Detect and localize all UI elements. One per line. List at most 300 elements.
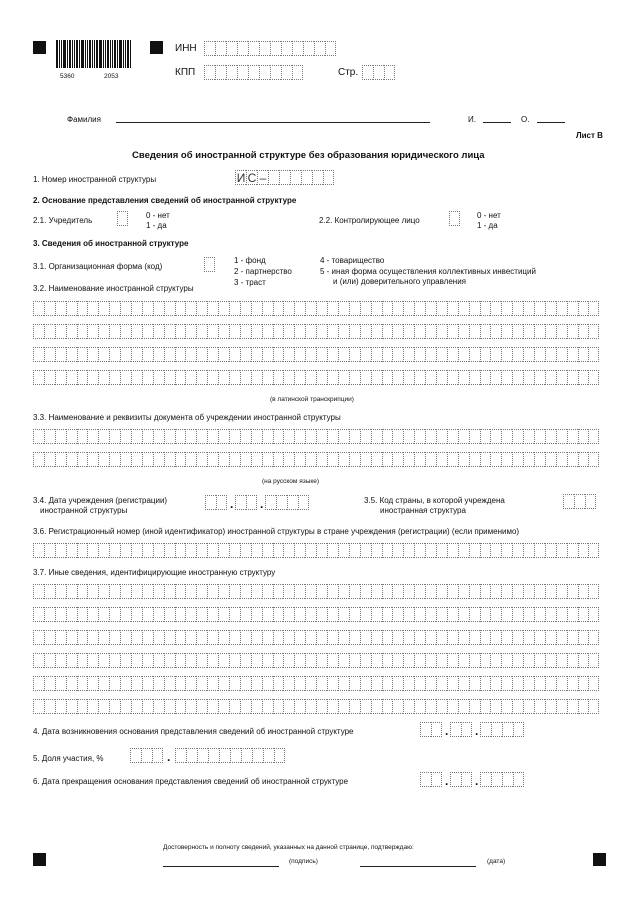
input-cell[interactable] <box>458 543 469 558</box>
input-cell[interactable] <box>131 301 142 316</box>
input-cell[interactable] <box>120 653 131 668</box>
input-cell[interactable] <box>392 653 403 668</box>
input-cell[interactable] <box>490 324 501 339</box>
input-cell[interactable] <box>414 347 425 362</box>
input-cell[interactable] <box>382 630 393 645</box>
input-cell[interactable] <box>384 65 395 80</box>
input-cell[interactable] <box>175 324 186 339</box>
input-cell[interactable] <box>237 41 248 56</box>
input-cell[interactable] <box>349 429 360 444</box>
input-cell[interactable] <box>66 347 77 362</box>
structure-number-field[interactable] <box>235 170 334 185</box>
input-cell[interactable] <box>98 324 109 339</box>
input-cell[interactable] <box>305 607 316 622</box>
input-cell[interactable] <box>461 772 472 787</box>
input-cell[interactable] <box>197 748 208 763</box>
input-cell[interactable] <box>98 370 109 385</box>
input-cell[interactable] <box>109 699 120 714</box>
input-cell[interactable] <box>501 301 512 316</box>
input-cell[interactable] <box>512 347 523 362</box>
input-cell[interactable] <box>142 370 153 385</box>
input-cell[interactable] <box>207 429 218 444</box>
input-cell[interactable] <box>218 452 229 467</box>
input-cell[interactable] <box>240 676 251 691</box>
input-cell[interactable] <box>392 676 403 691</box>
input-cell[interactable] <box>77 653 88 668</box>
input-cell[interactable] <box>490 543 501 558</box>
input-cell[interactable] <box>588 653 599 668</box>
input-cell[interactable] <box>33 301 44 316</box>
input-cell[interactable] <box>585 494 596 509</box>
input-cell[interactable] <box>153 676 164 691</box>
input-cell[interactable] <box>545 452 556 467</box>
input-cell[interactable] <box>458 584 469 599</box>
input-cell[interactable] <box>403 607 414 622</box>
input-cell[interactable] <box>87 301 98 316</box>
input-cell[interactable] <box>360 301 371 316</box>
date-part[interactable] <box>450 722 472 737</box>
input-cell[interactable] <box>283 653 294 668</box>
input-cell[interactable] <box>556 584 567 599</box>
input-cell[interactable] <box>175 543 186 558</box>
input-cell[interactable] <box>251 543 262 558</box>
input-cell[interactable] <box>556 429 567 444</box>
input-cell[interactable] <box>185 429 196 444</box>
input-cell[interactable] <box>567 370 578 385</box>
input-cell[interactable] <box>436 630 447 645</box>
input-cell[interactable] <box>360 676 371 691</box>
input-cell[interactable] <box>588 676 599 691</box>
input-cell[interactable] <box>373 65 384 80</box>
input-cell[interactable] <box>120 699 131 714</box>
input-cell[interactable] <box>87 676 98 691</box>
field-row[interactable] <box>33 607 599 622</box>
input-cell[interactable] <box>292 41 303 56</box>
input-cell[interactable] <box>371 676 382 691</box>
input-cell[interactable] <box>469 347 480 362</box>
input-cell[interactable] <box>153 452 164 467</box>
input-cell[interactable] <box>403 676 414 691</box>
input-cell[interactable] <box>131 607 142 622</box>
input-cell[interactable] <box>164 653 175 668</box>
input-cell[interactable] <box>371 584 382 599</box>
input-cell[interactable] <box>327 324 338 339</box>
input-cell[interactable] <box>501 584 512 599</box>
input-cell[interactable] <box>425 370 436 385</box>
input-cell[interactable] <box>33 324 44 339</box>
input-cell[interactable] <box>276 495 287 510</box>
input-cell[interactable] <box>480 452 491 467</box>
input-cell[interactable] <box>382 543 393 558</box>
input-cell[interactable] <box>207 301 218 316</box>
input-cell[interactable] <box>251 653 262 668</box>
input-cell[interactable] <box>338 452 349 467</box>
input-cell[interactable] <box>87 452 98 467</box>
input-cell[interactable] <box>175 584 186 599</box>
input-cell[interactable] <box>153 699 164 714</box>
input-cell[interactable] <box>196 347 207 362</box>
input-cell[interactable] <box>316 324 327 339</box>
input-cell[interactable] <box>338 607 349 622</box>
input-cell[interactable] <box>327 347 338 362</box>
input-cell[interactable] <box>436 607 447 622</box>
input-cell[interactable] <box>371 653 382 668</box>
input-cell[interactable] <box>360 584 371 599</box>
input-cell[interactable] <box>403 699 414 714</box>
input-cell[interactable] <box>207 370 218 385</box>
input-cell[interactable] <box>305 543 316 558</box>
input-cell[interactable] <box>431 722 442 737</box>
input-cell[interactable] <box>87 347 98 362</box>
input-cell[interactable] <box>33 429 44 444</box>
input-cell[interactable] <box>567 324 578 339</box>
org-form-field[interactable] <box>204 257 215 272</box>
input-cell[interactable] <box>229 653 240 668</box>
input-cell[interactable] <box>403 543 414 558</box>
input-cell[interactable] <box>142 347 153 362</box>
date-part[interactable] <box>235 495 257 510</box>
field-row[interactable] <box>33 584 599 599</box>
input-cell[interactable] <box>312 170 323 185</box>
input-cell[interactable] <box>556 653 567 668</box>
input-cell[interactable] <box>77 584 88 599</box>
input-cell[interactable] <box>66 370 77 385</box>
input-cell[interactable] <box>556 543 567 558</box>
input-cell[interactable] <box>120 347 131 362</box>
input-cell[interactable] <box>283 347 294 362</box>
input-cell[interactable] <box>588 699 599 714</box>
input-cell[interactable] <box>153 653 164 668</box>
input-cell[interactable] <box>77 347 88 362</box>
input-cell[interactable] <box>240 324 251 339</box>
input-cell[interactable] <box>98 452 109 467</box>
input-cell[interactable] <box>130 748 141 763</box>
input-cell[interactable] <box>262 676 273 691</box>
input-cell[interactable] <box>152 748 163 763</box>
input-cell[interactable] <box>327 452 338 467</box>
input-cell[interactable] <box>447 607 458 622</box>
initial-o-field[interactable] <box>537 122 565 123</box>
input-cell[interactable] <box>153 584 164 599</box>
input-cell[interactable] <box>316 584 327 599</box>
input-cell[interactable] <box>556 370 567 385</box>
input-cell[interactable] <box>523 543 534 558</box>
input-cell[interactable]: И <box>236 171 246 185</box>
input-cell[interactable] <box>523 370 534 385</box>
input-cell[interactable] <box>327 676 338 691</box>
input-cell[interactable] <box>316 543 327 558</box>
input-cell[interactable] <box>287 495 298 510</box>
input-cell[interactable] <box>44 301 55 316</box>
input-cell[interactable] <box>316 370 327 385</box>
input-cell[interactable] <box>120 452 131 467</box>
input-cell[interactable] <box>186 748 197 763</box>
input-cell[interactable] <box>251 676 262 691</box>
input-cell[interactable] <box>567 630 578 645</box>
input-cell[interactable] <box>392 699 403 714</box>
input-cell[interactable] <box>44 324 55 339</box>
input-cell[interactable] <box>240 429 251 444</box>
surname-field[interactable] <box>116 122 430 123</box>
input-cell[interactable] <box>55 676 66 691</box>
input-cell[interactable] <box>338 653 349 668</box>
input-cell[interactable] <box>362 65 373 80</box>
input-cell[interactable] <box>55 347 66 362</box>
input-cell[interactable] <box>491 772 502 787</box>
input-cell[interactable] <box>251 324 262 339</box>
input-cell[interactable] <box>196 452 207 467</box>
input-cell[interactable] <box>207 653 218 668</box>
input-cell[interactable] <box>338 630 349 645</box>
input-cell[interactable] <box>185 324 196 339</box>
input-cell[interactable] <box>403 584 414 599</box>
field-row[interactable] <box>33 429 599 444</box>
input-cell[interactable] <box>251 347 262 362</box>
input-cell[interactable] <box>436 676 447 691</box>
input-cell[interactable] <box>371 370 382 385</box>
input-cell[interactable] <box>55 452 66 467</box>
input-cell[interactable] <box>567 699 578 714</box>
input-cell[interactable] <box>314 41 325 56</box>
input-cell[interactable] <box>290 170 301 185</box>
input-cell[interactable] <box>109 370 120 385</box>
input-cell[interactable] <box>131 429 142 444</box>
input-cell[interactable] <box>450 722 461 737</box>
input-cell[interactable] <box>229 452 240 467</box>
input-cell[interactable] <box>259 41 270 56</box>
input-cell[interactable] <box>226 65 237 80</box>
input-cell[interactable] <box>207 347 218 362</box>
input-cell[interactable] <box>512 301 523 316</box>
input-cell[interactable] <box>425 347 436 362</box>
input-cell[interactable] <box>87 653 98 668</box>
input-cell[interactable] <box>349 543 360 558</box>
input-cell[interactable] <box>142 630 153 645</box>
input-cell[interactable] <box>109 676 120 691</box>
input-cell[interactable] <box>382 607 393 622</box>
input-cell[interactable] <box>164 370 175 385</box>
input-cell[interactable] <box>207 607 218 622</box>
input-cell[interactable] <box>66 607 77 622</box>
input-cell[interactable] <box>436 699 447 714</box>
input-cell[interactable] <box>196 429 207 444</box>
input-cell[interactable] <box>142 653 153 668</box>
input-cell[interactable] <box>545 699 556 714</box>
input-cell[interactable] <box>371 699 382 714</box>
input-cell[interactable] <box>556 301 567 316</box>
input-cell[interactable] <box>87 584 98 599</box>
input-cell[interactable] <box>305 452 316 467</box>
input-cell[interactable] <box>469 324 480 339</box>
input-cell[interactable] <box>283 370 294 385</box>
input-cell[interactable] <box>273 607 284 622</box>
input-cell[interactable] <box>305 429 316 444</box>
input-cell[interactable] <box>578 630 589 645</box>
input-cell[interactable] <box>175 370 186 385</box>
input-cell[interactable] <box>283 584 294 599</box>
input-cell[interactable] <box>292 65 303 80</box>
input-cell[interactable] <box>534 452 545 467</box>
input-cell[interactable] <box>218 301 229 316</box>
input-cell[interactable] <box>230 748 241 763</box>
input-cell[interactable] <box>349 301 360 316</box>
input-cell[interactable] <box>274 748 285 763</box>
input-cell[interactable] <box>392 370 403 385</box>
input-cell[interactable] <box>131 699 142 714</box>
input-cell[interactable] <box>447 630 458 645</box>
input-cell[interactable] <box>480 699 491 714</box>
input-cell[interactable] <box>480 584 491 599</box>
input-cell[interactable] <box>501 653 512 668</box>
input-cell[interactable] <box>578 676 589 691</box>
input-cell[interactable] <box>447 324 458 339</box>
input-cell[interactable] <box>109 543 120 558</box>
input-cell[interactable] <box>207 324 218 339</box>
input-cell[interactable] <box>490 630 501 645</box>
input-cell[interactable] <box>392 584 403 599</box>
input-cell[interactable] <box>262 630 273 645</box>
input-cell[interactable] <box>523 429 534 444</box>
input-cell[interactable] <box>327 653 338 668</box>
input-cell[interactable] <box>207 584 218 599</box>
input-cell[interactable] <box>283 676 294 691</box>
input-cell[interactable] <box>164 699 175 714</box>
input-cell[interactable] <box>270 65 281 80</box>
input-cell[interactable] <box>545 630 556 645</box>
input-cell[interactable] <box>414 452 425 467</box>
input-cell[interactable] <box>219 748 230 763</box>
input-cell[interactable] <box>33 452 44 467</box>
input-cell[interactable] <box>120 630 131 645</box>
input-cell[interactable] <box>262 653 273 668</box>
input-cell[interactable] <box>294 607 305 622</box>
input-cell[interactable] <box>131 653 142 668</box>
input-cell[interactable] <box>77 452 88 467</box>
input-cell[interactable] <box>327 370 338 385</box>
input-cell[interactable] <box>501 607 512 622</box>
input-cell[interactable] <box>349 653 360 668</box>
input-cell[interactable] <box>196 630 207 645</box>
input-cell[interactable] <box>425 676 436 691</box>
input-cell[interactable] <box>450 772 461 787</box>
kpp-field[interactable] <box>204 65 303 80</box>
input-cell[interactable] <box>55 429 66 444</box>
input-cell[interactable] <box>480 324 491 339</box>
input-cell[interactable] <box>294 676 305 691</box>
input-cell[interactable] <box>469 676 480 691</box>
input-cell[interactable] <box>371 301 382 316</box>
input-cell[interactable] <box>414 429 425 444</box>
input-cell[interactable] <box>534 543 545 558</box>
input-cell[interactable] <box>218 653 229 668</box>
input-cell[interactable] <box>142 452 153 467</box>
input-cell[interactable] <box>153 347 164 362</box>
input-cell[interactable] <box>229 347 240 362</box>
input-cell[interactable] <box>490 347 501 362</box>
input-cell[interactable] <box>469 452 480 467</box>
input-cell[interactable] <box>501 452 512 467</box>
input-cell[interactable] <box>414 676 425 691</box>
input-cell[interactable] <box>294 347 305 362</box>
input-cell[interactable] <box>218 543 229 558</box>
input-cell[interactable] <box>403 630 414 645</box>
input-cell[interactable] <box>305 347 316 362</box>
input-cell[interactable] <box>392 429 403 444</box>
input-cell[interactable] <box>77 699 88 714</box>
input-cell[interactable] <box>392 347 403 362</box>
share-integer-part[interactable] <box>130 748 163 763</box>
input-cell[interactable] <box>338 429 349 444</box>
input-cell[interactable] <box>218 429 229 444</box>
input-cell[interactable] <box>262 584 273 599</box>
input-cell[interactable] <box>44 429 55 444</box>
input-cell[interactable] <box>131 347 142 362</box>
input-cell[interactable] <box>436 301 447 316</box>
input-cell[interactable] <box>469 699 480 714</box>
input-cell[interactable] <box>305 630 316 645</box>
input-cell[interactable] <box>545 429 556 444</box>
initial-i-field[interactable] <box>483 122 511 123</box>
input-cell[interactable] <box>338 324 349 339</box>
input-cell[interactable] <box>55 630 66 645</box>
input-cell[interactable] <box>240 584 251 599</box>
input-cell[interactable] <box>142 676 153 691</box>
input-cell[interactable] <box>327 584 338 599</box>
input-cell[interactable] <box>327 301 338 316</box>
input-cell[interactable] <box>175 699 186 714</box>
input-cell[interactable] <box>218 699 229 714</box>
input-cell[interactable] <box>545 347 556 362</box>
input-cell[interactable] <box>205 495 216 510</box>
input-cell[interactable] <box>196 584 207 599</box>
input-cell[interactable] <box>294 370 305 385</box>
input-cell[interactable] <box>265 495 276 510</box>
input-cell[interactable] <box>403 370 414 385</box>
input-cell[interactable] <box>534 324 545 339</box>
input-cell[interactable] <box>66 543 77 558</box>
input-cell[interactable] <box>229 429 240 444</box>
input-cell[interactable] <box>382 429 393 444</box>
input-cell[interactable] <box>294 324 305 339</box>
input-cell[interactable] <box>185 653 196 668</box>
input-cell[interactable] <box>153 630 164 645</box>
input-cell[interactable] <box>534 347 545 362</box>
input-cell[interactable] <box>480 607 491 622</box>
input-cell[interactable] <box>66 429 77 444</box>
input-cell[interactable] <box>120 584 131 599</box>
input-cell[interactable] <box>109 452 120 467</box>
input-cell[interactable] <box>392 607 403 622</box>
input-cell[interactable] <box>131 584 142 599</box>
input-cell[interactable] <box>241 748 252 763</box>
input-cell[interactable] <box>490 699 501 714</box>
input-cell[interactable] <box>371 543 382 558</box>
input-cell[interactable] <box>153 543 164 558</box>
input-cell[interactable] <box>458 630 469 645</box>
field-row[interactable] <box>33 630 599 645</box>
input-cell[interactable] <box>175 630 186 645</box>
input-cell[interactable] <box>436 584 447 599</box>
input-cell[interactable] <box>98 630 109 645</box>
input-cell[interactable] <box>55 653 66 668</box>
input-cell[interactable] <box>534 653 545 668</box>
input-cell[interactable] <box>349 630 360 645</box>
input-cell[interactable] <box>490 301 501 316</box>
input-cell[interactable] <box>556 607 567 622</box>
input-cell[interactable] <box>425 699 436 714</box>
input-cell[interactable] <box>534 370 545 385</box>
input-cell[interactable] <box>207 699 218 714</box>
